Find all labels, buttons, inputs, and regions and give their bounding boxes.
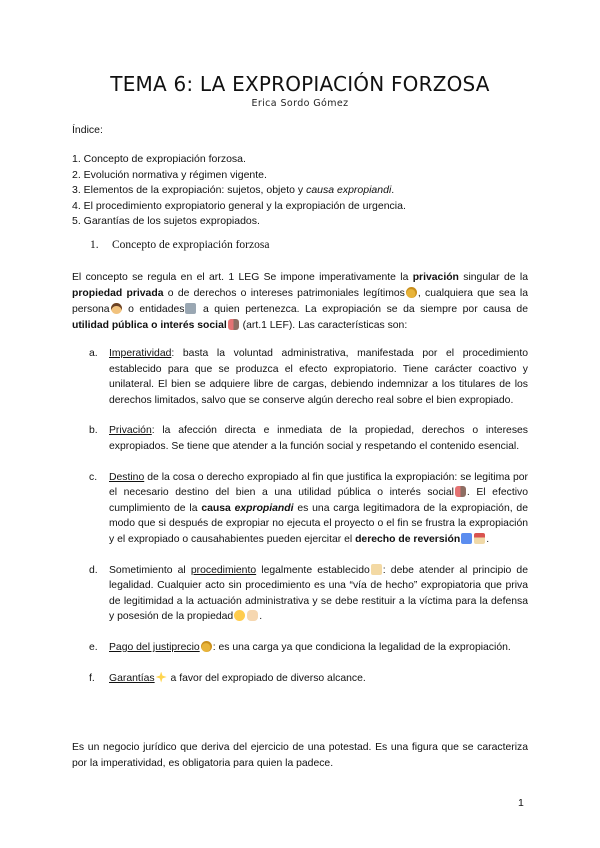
toc-item: 5. Garantías de los sujetos expropiados.	[72, 215, 260, 227]
family-icon	[228, 319, 239, 330]
text: El concepto se regula en el art. 1 LEG Se impone imperativamente la	[72, 272, 413, 283]
item-text: a favor del expropiado de diverso alcance.	[167, 672, 366, 684]
text: singular de la	[458, 272, 528, 283]
house-icon	[474, 533, 485, 544]
characteristics-list	[72, 346, 528, 701]
item-text: .	[259, 611, 263, 623]
sparkles-icon	[156, 672, 167, 683]
text: , cualquiera que sea la persona	[72, 288, 528, 315]
text: o de derechos o intereses patrimoniales legítimos	[163, 288, 405, 299]
item-text: es una carga legitimadora de la expropiación, de modo que si después de expropiar no ejecuta el proyecto o el fin se frustra la expropiación y el expropiado o causahabientes pueden ejercitar el	[109, 502, 528, 545]
family-icon	[455, 486, 466, 497]
toc-italic: causa expropiandi	[306, 184, 392, 196]
list-marker: b.	[89, 425, 98, 437]
section-heading	[90, 239, 269, 251]
item-text: de la cosa o derecho expropiado al fin que justifica la expropiación: se legitima por el necesario destino del bien a una utilidad pública o interés social	[109, 471, 528, 499]
item-label: Garantías	[109, 672, 155, 684]
toc-text: 3. Elementos de la expropiación: sujetos, objeto y	[72, 184, 307, 196]
list-marker: f.	[89, 672, 95, 684]
section-title: Concepto de expropiación forzosa	[112, 239, 270, 251]
item-label: Pago del justiprecio	[109, 641, 200, 653]
list-marker: a.	[89, 348, 98, 359]
page-title: TEMA 6: LA EXPROPIACIÓN FORZOSA	[110, 72, 490, 96]
scroll-icon	[371, 564, 382, 575]
item-text: legalmente establecido	[256, 564, 370, 576]
person-icon	[111, 303, 122, 314]
list-item	[72, 423, 528, 454]
item-text: : basta la voluntad administrativa, manifestada por el procedimiento establecido para que se produzca el efecto expropiatorio. Tiene carácter coactivo y unilateral. El bien se adquiere libre de cargas, debiendo indemnizar a los titulares de los derechos limitados, salvo que se conserve algún derecho real sobre el bien expropiado.	[109, 348, 528, 406]
list-item	[72, 640, 528, 656]
author-name: Erica Sordo Gómez	[251, 98, 349, 109]
text: (art.1 LEF). Las características son:	[239, 320, 408, 331]
toc-item: 4. El procedimiento expropiatorio general y la expropiación de urgencia.	[72, 199, 406, 212]
intro-paragraph	[72, 270, 528, 334]
list-item	[72, 671, 528, 687]
toc-text: .	[391, 184, 395, 196]
list-item	[72, 470, 528, 548]
index-label: Índice:	[72, 124, 103, 136]
item-text: : debe atender al principio de legalidad. Cualquier acto sin procedimiento es una “vía de hecho” expropiatoria que priva de legitimidad a la actuación administrativa y se debe restituir a la víctima para la defensa y posesión de la propiedad	[109, 564, 528, 623]
item-text: : la afección directa e inmediata de la propiedad, derechos o intereses expropiados. Se tiene que atender a la función social y respetando el contenido esencial.	[109, 425, 528, 452]
page-number: 1	[518, 797, 524, 809]
bold-text: causa	[201, 502, 235, 514]
money-bag-icon	[406, 287, 417, 298]
item-text: : es una carga ya que condiciona la legalidad de la expropiación.	[212, 641, 511, 653]
bold-italic-text: expropiandi	[234, 502, 294, 514]
text: a quien pertenezca. La expropiación se da siempre por causa de	[197, 304, 528, 315]
bold-text: utilidad pública o interés social	[72, 320, 227, 331]
list-marker: c.	[89, 471, 98, 483]
item-label: Destino	[109, 471, 145, 483]
list-item	[72, 563, 528, 625]
list-item	[72, 346, 528, 408]
office-building-icon	[185, 303, 196, 314]
bold-text: propiedad privada	[72, 288, 164, 299]
list-marker: e.	[89, 641, 98, 653]
item-text: .	[486, 533, 490, 545]
table-of-contents	[72, 152, 406, 230]
bold-text: derecho de reversión	[355, 533, 461, 545]
toc-item: 2. Evolución normativa y régimen vigente.	[72, 168, 267, 181]
item-text: Sometimiento al	[109, 564, 191, 576]
closing-paragraph: Es un negocio jurídico que deriva del ejercicio de una potestad. Es una figura que se caracteriza por la imperatividad, es obligatoria para quien la padece.	[72, 742, 528, 769]
toc-item	[72, 183, 406, 199]
list-marker: d.	[89, 564, 98, 576]
item-text: . El efectivo cumplimiento de la	[109, 487, 528, 514]
item-label: Imperatividad	[109, 348, 172, 359]
bold-text: privación	[412, 272, 459, 283]
money-bag-icon	[201, 641, 212, 652]
text: o entidades	[122, 304, 185, 315]
crying-face-icon	[234, 610, 245, 621]
item-label: procedimiento	[190, 564, 257, 576]
refresh-icon	[461, 533, 472, 544]
section-number: 1.	[90, 239, 99, 251]
item-label: Privación	[109, 425, 152, 437]
toc-item: 1. Concepto de expropiación forzosa.	[72, 153, 246, 165]
hand-icon	[247, 610, 258, 621]
